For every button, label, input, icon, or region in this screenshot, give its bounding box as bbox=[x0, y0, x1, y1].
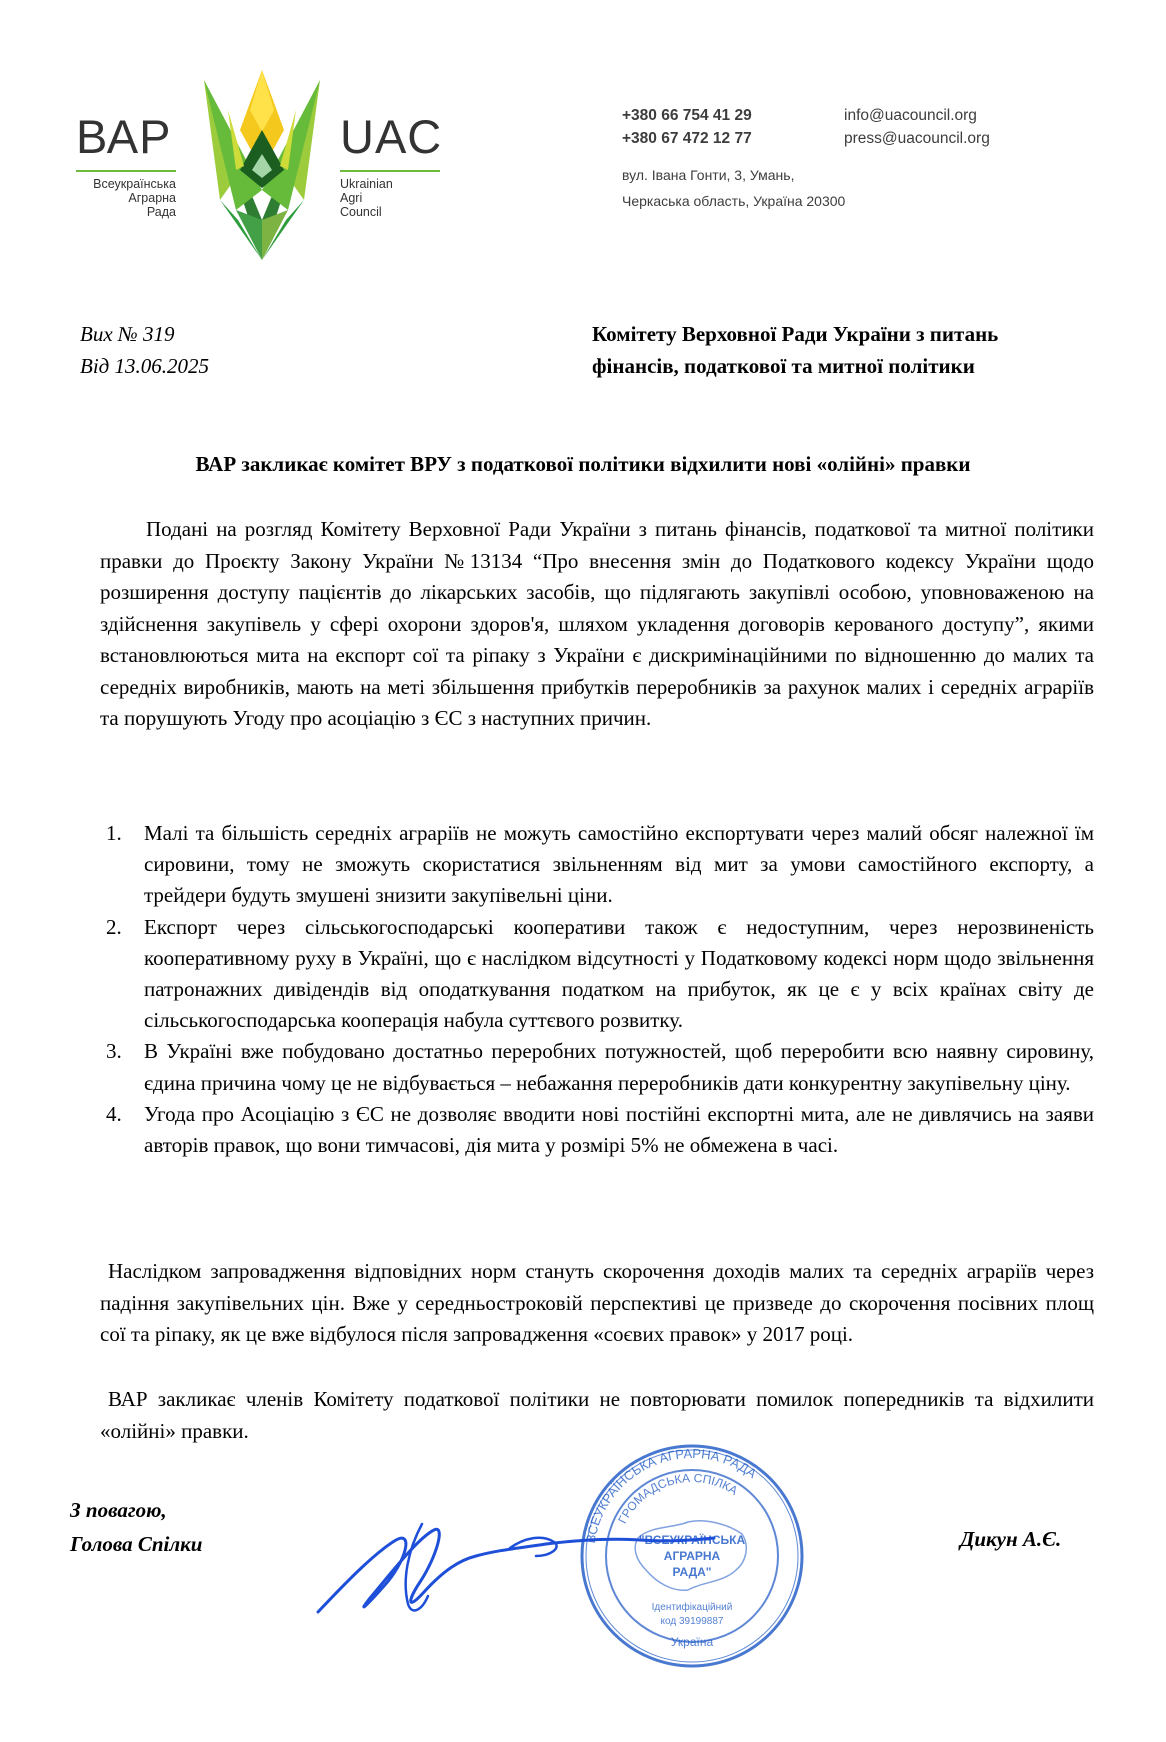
brand-left-line-3: Рада bbox=[146, 205, 176, 219]
stamp-country: Україна bbox=[670, 1635, 714, 1649]
brand-left-abbr: ВАР bbox=[76, 110, 172, 163]
intro-paragraph: Подані на розгляд Комітету Верховної Ради України з питань фінансів, податкової та митної політики правки до Проєкту Закону України №13134 “Про внесення змін до Податкового кодексу України щодо розширення доступу пацієнтів до лікарських засобів, що підлягають закупівлі особою, уповноваженою на здійснення закупівель у сфері охорони здоров'я, шляхом укладення договорів керованого доступу”, якими встановлюються мита на експорт сої та ріпаку з України є дискримінаційними по відношенню до малих та середніх виробників, мають на меті збільшення прибутків переробників за рахунок малих і середніх аграріїв та порушують Угоду про асоціацію з ЄС з наступних причин. bbox=[100, 517, 1094, 730]
closing-regards: З повагою, bbox=[70, 1498, 167, 1522]
list-item-number: 4. bbox=[106, 1101, 122, 1126]
reasons-list bbox=[100, 818, 1094, 1161]
signer-name: Дикун А.Є. bbox=[960, 1527, 1062, 1551]
list-item-number: 3. bbox=[106, 1039, 122, 1064]
email-info[interactable]: info@uacouncil.org bbox=[844, 107, 977, 124]
list-item-text: Малі та більшість середніх аграріїв не можуть самостійно експортувати через малий обсяг належної їм сировини, тому не зможуть скористатися звільненням від мит за умови самостійного експорту, а трейдери будуть змушені знизити закупівельні ціни. bbox=[144, 821, 1094, 908]
stamp-id-code: код 39199887 bbox=[660, 1616, 724, 1627]
email-press[interactable]: press@uacouncil.org bbox=[844, 130, 990, 147]
letter-title: ВАР закликає комітет ВРУ з податкової політики відхилити нові «олійні» правки bbox=[195, 452, 971, 476]
brand-left bbox=[76, 112, 176, 219]
list-item-text: Угода про Асоціацію з ЄС не дозволяє вводити нові постійні експортні мита, але не дивлячись на заяви авторів правок, що вони тимчасові, дія мита у розмірі 5% не обмежена в часі. bbox=[144, 1101, 1094, 1158]
brand-left-line-1: Всеукраїнська bbox=[93, 177, 176, 191]
closing-block bbox=[70, 1493, 202, 1561]
appeal-paragraph: ВАР закликає членів Комітету податкової політики не повторювати помилок попередників та відхилити «олійні» правки. bbox=[100, 1387, 1094, 1443]
brand-right bbox=[340, 112, 450, 219]
brand-right-line-2: Agri bbox=[340, 191, 363, 205]
phone-2[interactable]: +380 67 472 12 77 bbox=[622, 130, 752, 147]
address-line-1: вул. Івана Гонти, 3, Умань, bbox=[622, 167, 795, 183]
list-item-number: 2. bbox=[106, 914, 122, 939]
addressee-line-2: фінансів, податкової та митної політики bbox=[592, 354, 975, 378]
list-item-text: В Україні вже побудовано достатньо переробних потужностей, щоб переробити всю наявну сировину, єдина причина чому це не відбувається – небажання переробників дати конкурентну закупівельну ціну. bbox=[144, 1039, 1094, 1095]
brand-right-abbr: UAC bbox=[340, 110, 443, 163]
handwritten-signature bbox=[310, 1500, 750, 1630]
closing-position: Голова Спілки bbox=[70, 1532, 203, 1556]
list-item bbox=[100, 912, 1094, 1037]
consequence-paragraph: Наслідком запровадження відповідних норм стануть скорочення доходів малих та середніх аграріїв через падіння закупівельних цін. Вже у середньостроковій перспективі це призведе до скорочення посівних площ сої та ріпаку, як це вже відбулося після запровадження «соєвих правок» у 2017 році. bbox=[100, 1259, 1094, 1346]
brand-left-divider bbox=[76, 170, 176, 172]
outgoing-number: Вих № 319 bbox=[80, 322, 175, 346]
stamp-center-line-1: "ВСЕУКРАЇНСЬКА bbox=[638, 1533, 746, 1547]
stamp-outer-text: ВСЕУКРАЇНСЬКА АГРАРНА РАДА bbox=[582, 1445, 760, 1545]
list-item bbox=[100, 1099, 1094, 1161]
outgoing-reference bbox=[80, 318, 209, 382]
brand-right-divider bbox=[340, 170, 440, 172]
trident-logo-icon bbox=[200, 70, 324, 260]
list-item-number: 1. bbox=[106, 821, 122, 845]
addressee bbox=[592, 318, 1092, 382]
stamp-center-line-2: АГРАРНА bbox=[663, 1549, 721, 1563]
stamp-center-line-3: РАДА" bbox=[672, 1565, 712, 1579]
organization-logo bbox=[76, 70, 456, 260]
list-item bbox=[100, 818, 1094, 912]
addressee-line-1: Комітету Верховної Ради України з питань bbox=[592, 322, 999, 346]
list-item bbox=[100, 1036, 1094, 1098]
phone-1[interactable]: +380 66 754 41 29 bbox=[622, 107, 752, 124]
stamp-inner-top-text: ГРОМАДСЬКА СПІЛКА bbox=[615, 1470, 741, 1526]
brand-right-line-3: Council bbox=[340, 205, 382, 219]
brand-left-line-2: Аграрна bbox=[128, 191, 176, 205]
list-item-text: Експорт через сільськогосподарські кооперативи також є недоступним, через нерозвиненість кооперативному руху в Україні, що є наслідком відсутності у Податковому кодексі норм щодо звільнення патронажних дивідендів від оподаткування податком на прибуток, як це є у всіх країнах світу де сільськогосподарська кооперація набула суттєвого розвитку. bbox=[144, 914, 1094, 1033]
outgoing-date: Від 13.06.2025 bbox=[80, 354, 210, 378]
brand-right-line-1: Ukrainian bbox=[340, 177, 393, 191]
stamp-id-label: Ідентифікаційний bbox=[651, 1602, 733, 1613]
address-line-2: Черкаська область, Україна 20300 bbox=[622, 193, 846, 209]
